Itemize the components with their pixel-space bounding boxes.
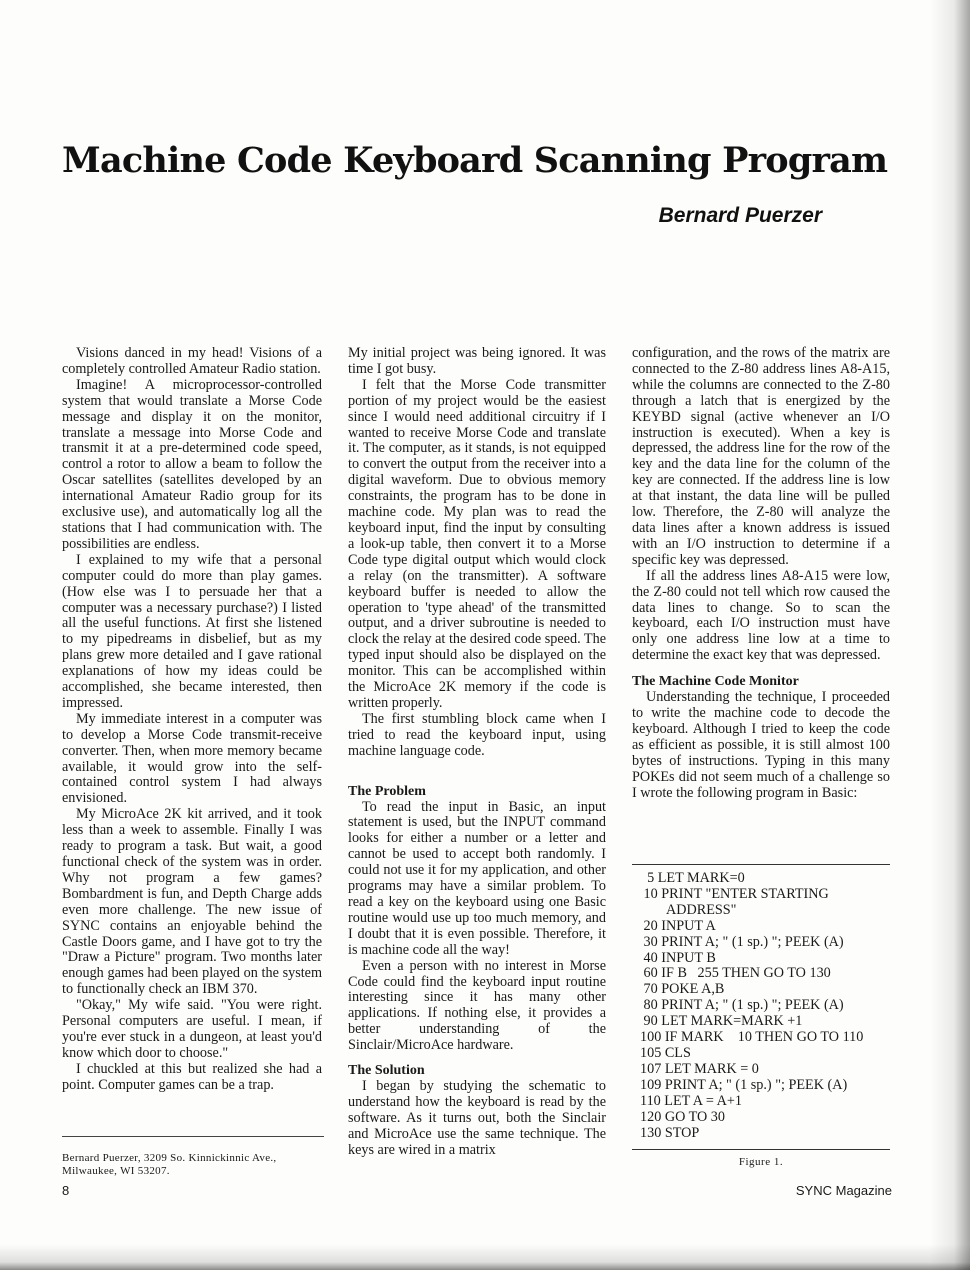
paragraph: If all the address lines A8-A15 were low, the Z-80 could not tell which row caused the data lines to change. So to scan the keyboard, each I/O instruction must have only one address line low at a time to determine the exact key that was depressed.	[632, 567, 890, 664]
code-line: 109 PRINT A; " (1 sp.) "; PEEK (A)	[640, 1076, 848, 1093]
code-line: 20 INPUT A	[640, 917, 716, 934]
code-line: 130 STOP	[640, 1124, 700, 1141]
paragraph: I explained to my wife that a personal computer could do more than play games. (How else was I to persuade her that a computer was a necessary purchase?) I listed all the useful functions. At first she listened to my pipedreams in disbelief, but as my plans grew more detailed and I gave rational explanations of how my ideas could be accomplished, she became interested, then impressed.	[62, 551, 322, 711]
section-heading-monitor: The Machine Code Monitor	[632, 674, 799, 690]
code-line: 100 IF MARK 10 THEN GO TO 110	[640, 1029, 864, 1046]
paragraph: Visions danced in my head! Visions of a completely controlled Amateur Radio station.	[62, 345, 322, 377]
page-edge-shadow	[930, 0, 970, 1270]
basic-code-listing	[632, 864, 890, 1150]
paragraph: My MicroAce 2K kit arrived, and it took less than a week to assemble. Finally I was ready to program a task. But wait, a good functional check of the system was in order. Why not program a few games? Bombardment is fun, and Depth Charge adds even more challenge. The new issue of SYNC contains an enjoyable behind the Castle Doors game, and I have got to try the "Draw a Picture" program. Two months later enough games had been played on the system to functionally check an IBM 370.	[62, 806, 322, 998]
code-line: 5 LET MARK=0	[640, 870, 745, 886]
paragraph: "Okay," My wife said. "You were right. Personal computers are useful. I mean, if you're ever stuck in a dungeon, at least you'd know which door to choose."	[62, 997, 322, 1061]
code-line: 40 INPUT B	[640, 949, 716, 966]
code-line: 107 LET MARK = 0	[640, 1060, 759, 1077]
paragraph: Even a person with no interest in Morse Code could find the keyboard input routine interesting since it has many other applications. If nothing else, it provides a better understanding of the Sinclair/MicroAce hardware.	[348, 957, 606, 1054]
paragraph: I began by studying the schematic to understand how the keyboard is read by the software. As it turns out, both the Sinclair and MicroAce use the same technique. The keys are wired in a matrix	[348, 1078, 606, 1158]
code-line: ADDRESS"	[666, 901, 737, 918]
column-2	[348, 346, 606, 1159]
author-address-footnote: Bernard Puerzer, 3209 So. Kinnickinnic Ave., Milwaukee, WI 53207.	[62, 1136, 324, 1178]
code-line: 80 PRINT A; " (1 sp.) "; PEEK (A)	[640, 997, 844, 1014]
column-1	[62, 346, 322, 1094]
paragraph: Imagine! A microprocessor-controlled system that would translate a Morse Code message and display it on the monitor, translate a message into Morse Code and transmit it at a pre-determined code speed, control a rotor to allow a beam to follow the Oscar satellites (satellites developed by an international Amateur Radio group for its exclusive use), and automatically log all the stations that I had communication with. The possibilities are endless.	[62, 376, 322, 552]
paragraph: The first stumbling block came when I tried to read the keyboard input, using machine language code.	[348, 710, 606, 759]
magazine-name: SYNC Magazine	[795, 1183, 892, 1198]
figure-caption: Figure 1.	[738, 1156, 784, 1168]
code-line: 110 LET A = A+1	[640, 1092, 742, 1109]
code-line: 120 GO TO 30	[640, 1108, 725, 1125]
paragraph: configuration, and the rows of the matrix are connected to the Z-80 address lines A8-A15, while the columns are connected to the Z-80 through a latch that is energized by the KEYBD signal (active whenever an I/O instruction is executed). When a key is depressed, the address line for the row of the key and the data line for the column of the key are connected. If the address line is low at that instant, the data line will be pulled low. Therefore, the Z-80 will analyze the data lines after a known address is issued with an I/O instruction to determine if a specific key was depressed.	[632, 345, 890, 568]
paragraph: To read the input in Basic, an input statement is used, but the INPUT command looks for either a number or a letter and cannot be used to accept both randomly. I could not use it for my application, and other programs may have a similar problem. To read a key on the keyboard using one Basic routine would use up too much memory, and I doubt that it is even possible. Therefore, it is machine code all the way!	[348, 798, 606, 958]
paragraph: I felt that the Morse Code transmitter portion of my project would be the easiest since I would need additional circuitry if I wanted to receive Morse Code and translate it. The computer, as it stands, is not equipped to convert the output from the receiver into a digital waveform. Due to obvious memory constraints, the program has to be done in machine code. My plan was to read the keyboard input, find the input by consulting a look-up table, then convert it to a Morse Code type digital output which would clock a relay (on the transmitter). A software keyboard buffer is needed to allow the operation to 'type ahead' of the transmitted output, and a driver subroutine is needed to clock the relay at the desired code speed. The typed input should also be displayed on the monitor. This can be accomplished within the MicroAce 2K memory if the code is written properly.	[348, 376, 606, 711]
section-heading-problem: The Problem	[348, 783, 426, 799]
code-line: 30 PRINT A; " (1 sp.) "; PEEK (A)	[640, 933, 844, 950]
section-heading-solution: The Solution	[348, 1063, 425, 1079]
page-bottom-shadow	[0, 1244, 970, 1270]
code-line: 10 PRINT "ENTER STARTING	[640, 885, 829, 902]
paragraph: Understanding the technique, I proceeded to write the machine code to decode the keyboard. Although I tried to keep the code as efficient as possible, it is still almost 100 bytes of instructions. Typing in this many POKEs did not seem much of a challenge so I wrote the following program in Basic:	[632, 689, 890, 801]
code-line: 70 POKE A,B	[640, 981, 725, 998]
page-number: 8	[62, 1183, 70, 1198]
code-line: 60 IF B 255 THEN GO TO 130	[640, 965, 831, 982]
article-title: Machine Code Keyboard Scanning Program	[62, 140, 888, 181]
paragraph: I chuckled at this but realized she had a point. Computer games can be a trap.	[62, 1060, 322, 1093]
code-line: 90 LET MARK=MARK +1	[640, 1013, 803, 1030]
paragraph: My initial project was being ignored. It was time I got busy.	[348, 345, 606, 377]
column-3	[632, 346, 890, 801]
code-line: 105 CLS	[640, 1044, 691, 1061]
paragraph: My immediate interest in a computer was to develop a Morse Code transmit-receive converter. Then, when more memory became available, it would grow into the self-contained control system I had always envisioned.	[62, 710, 322, 807]
article-author: Bernard Puerzer	[658, 204, 822, 227]
